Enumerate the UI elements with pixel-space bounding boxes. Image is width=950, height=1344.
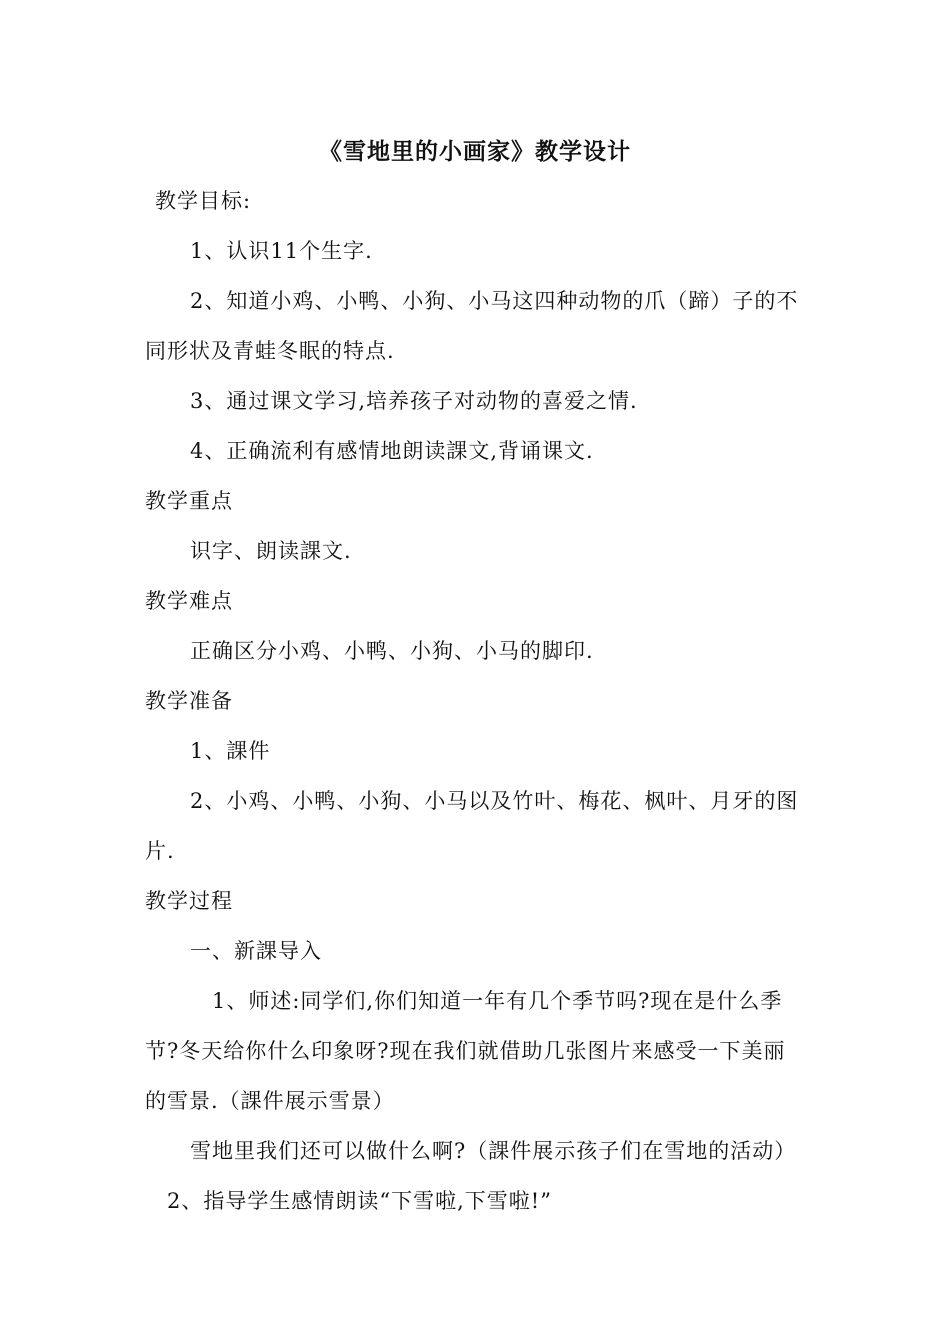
section-heading-key-points: 教学重点 xyxy=(145,489,233,513)
objective-1: 1、认识11个生字. xyxy=(190,239,373,263)
process-paragraph-2: 雪地里我们还可以做什么啊?（課件展示孩子们在雪地的活动） xyxy=(190,1139,797,1163)
preparation-1: 1、課件 xyxy=(190,739,271,763)
difficulties-text: 正确区分小鸡、小鸭、小狗、小马的脚印. xyxy=(190,639,594,663)
objective-3: 3、通过课文学习,培养孩子对动物的喜爱之情. xyxy=(190,389,638,413)
process-step-heading: 一、新課导入 xyxy=(190,939,322,963)
process-paragraph-1: 1、师述:同学们,你们知道一年有几个季节吗?现在是什么季 xyxy=(212,989,783,1013)
objective-2-continued: 同形状及青蛙冬眠的特点. xyxy=(145,339,395,363)
section-heading-process: 教学过程 xyxy=(145,889,233,913)
section-heading-preparation: 教学准备 xyxy=(145,689,233,713)
section-heading-difficulties: 教学难点 xyxy=(145,589,233,613)
document-title: 《雪地里的小画家》教学设计 xyxy=(319,138,631,165)
process-paragraph-1-continued: 节?冬天给你什么印象呀?现在我们就借助几张图片来感受一下美丽 xyxy=(145,1039,786,1063)
section-heading-objectives: 教学目标: xyxy=(155,189,252,213)
process-paragraph-3: 2、指导学生感情朗读“下雪啦,下雪啦!” xyxy=(167,1189,552,1213)
preparation-2-continued: 片. xyxy=(145,839,175,863)
preparation-2: 2、小鸡、小鸭、小狗、小马以及竹叶、梅花、枫叶、月牙的图 xyxy=(190,789,799,813)
process-paragraph-1-end: 的雪景.（課件展示雪景） xyxy=(145,1089,395,1113)
objective-4: 4、正确流利有感情地朗读課文,背诵课文. xyxy=(190,439,594,463)
objective-2: 2、知道小鸡、小鸭、小狗、小马这四种动物的爪（蹄）子的不 xyxy=(190,289,799,313)
key-points-text: 识字、朗读課文. xyxy=(190,539,352,563)
